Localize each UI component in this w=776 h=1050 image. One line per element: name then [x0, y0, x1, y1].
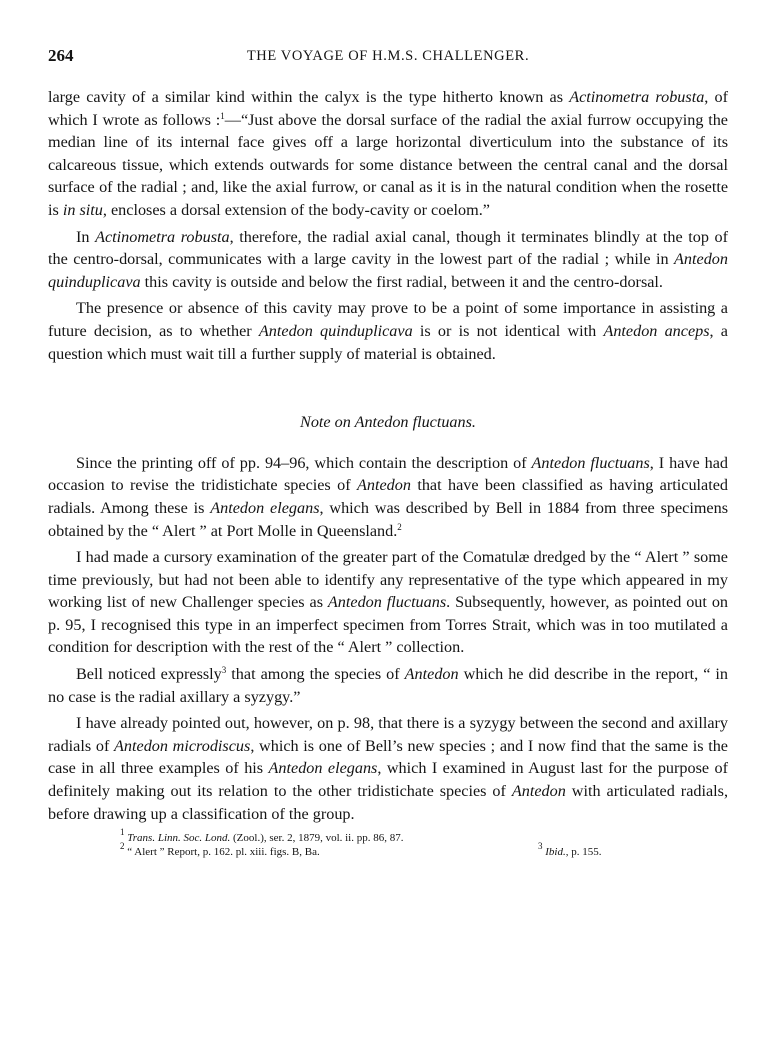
paragraph-5 [48, 546, 728, 659]
text: In [76, 227, 96, 246]
footnote-ref: 1 [220, 110, 225, 121]
genus-name: Antedon [511, 782, 566, 801]
main-text [48, 86, 728, 825]
text: , which is one of Bell’s new species ; and I now find that the same is the case in all three examples of his [48, 736, 728, 778]
latin-term: in situ [62, 200, 103, 219]
text: , therefore, the radial axial canal, though it terminates blindly at the top of the centro-dorsal, communicates with a large cavity in the lowest part of the radial ; while in [48, 227, 728, 269]
footnote-text: , p. 155. [565, 846, 602, 859]
text: this cavity is outside and below the first radial, between it and the centro-dorsal. [140, 272, 663, 291]
footnote-ref: 2 [397, 521, 402, 532]
text: —“Just above the dorsal surface of the radial the axial furrow occupying the median line of its internal face gives off a large horizontal diverticulum into the substance of its calcareous tissue, which extends outwards for some distance between the central canal and the dorsal surface of the radial ; and, like the axial furrow, or canal as it is in the natural condition when the rosette is [48, 110, 728, 219]
text: The presence or absence of this cavity may prove to be a point of some importance in assisting a future decision, as to whether [48, 299, 728, 340]
footnote-2 [48, 841, 728, 859]
text: , of which I wrote as follows : [48, 88, 729, 129]
species-name: Antedon fluctuans [327, 593, 447, 612]
text: large cavity of a similar kind within the calyx is the type hitherto known as [48, 88, 570, 106]
footnote-text: (Zool.), ser. 2, 1879, vol. ii. pp. 86, 87. [230, 832, 404, 845]
paragraph-4 [48, 452, 728, 542]
genus-name: Antedon [404, 665, 459, 684]
species-name: Actinometra robusta [95, 227, 230, 246]
ibid: Ibid. [545, 846, 566, 859]
paragraph-7 [48, 712, 728, 825]
running-header [48, 46, 728, 70]
text: , a question which must wait till a further supply of material is obtained. [48, 321, 728, 363]
species-name: Antedon microdiscus [114, 736, 251, 755]
paragraph-6 [48, 663, 728, 708]
footnote-mark: 2 [120, 841, 125, 852]
text: that among the species of [226, 665, 405, 684]
text: , which I examined in August last for the purpose of definitely making out its relation to the other tridistichate species of [48, 759, 728, 801]
species-name: Actinometra robusta [569, 88, 705, 106]
footnote-1 [48, 827, 728, 845]
text: , which was described by Bell in 1884 from three specimens obtained by the “ Alert ” at Port Molle in Queensland. [48, 498, 729, 540]
text: . Subsequently, however, as pointed out on p. 95, I recognised this type in an imperfect specimen from Torres Strait, which was in too mutilated a condition for description with the rest of the “ Alert ” collection. [48, 593, 729, 657]
journal-title: Trans. Linn. Soc. Lond. [127, 832, 231, 845]
paragraph-1 [48, 86, 728, 222]
footnote-mark: 3 [538, 841, 543, 852]
footnote-ref: 3 [221, 665, 227, 676]
text: Bell noticed expressly [76, 665, 222, 684]
paragraph-2 [48, 226, 728, 294]
footnote-mark: 1 [120, 827, 125, 838]
species-name: Antedon anceps [603, 321, 710, 340]
section-title: Note on Antedon fluctuans. [300, 413, 476, 432]
text: Since the printing off of pp. 94–96, which contain the description of [76, 453, 532, 472]
text: that have been classified as having articulated radials. Among these is [48, 476, 728, 517]
text: I have already pointed out, however, on p. 98, that there is a syzygy between the second and axillary radials of [48, 714, 728, 755]
running-title: THE VOYAGE OF H.M.S. CHALLENGER. [246, 48, 530, 64]
paragraph-3 [48, 297, 728, 365]
page-number: 264 [48, 46, 74, 65]
text: , I have had occasion to revise the tridistichate species of [48, 453, 728, 495]
page [48, 46, 728, 859]
text: with articulated radials, before drawing up a classification of the group. [48, 782, 728, 823]
species-name: Antedon elegans [268, 759, 378, 778]
footnote-3 [538, 841, 602, 859]
genus-name: Antedon [356, 476, 411, 495]
text: which he did describe in the report, “ in no case is the radial axillary a syzygy.” [48, 665, 728, 706]
text: , encloses a dorsal extension of the body-cavity or coelom.” [102, 200, 490, 219]
species-name: Antedon quinduplicava [258, 321, 413, 340]
footnotes [48, 827, 728, 859]
text: is or is not identical with [412, 321, 604, 340]
species-name: Antedon elegans [210, 498, 320, 517]
footnote-text: “ Alert ” Report, p. 162. pl. xiii. figs. B, Ba. [124, 846, 320, 859]
species-name: Antedon fluctuans [531, 453, 650, 472]
text: I had made a cursory examination of the greater part of the Comatulæ dredged by the “ Alert ” some time previously, but had not been able to identify any representative of the type which appeared in my working list of new Challenger species as [48, 548, 728, 612]
species-name: Antedon quinduplicava [48, 250, 728, 291]
